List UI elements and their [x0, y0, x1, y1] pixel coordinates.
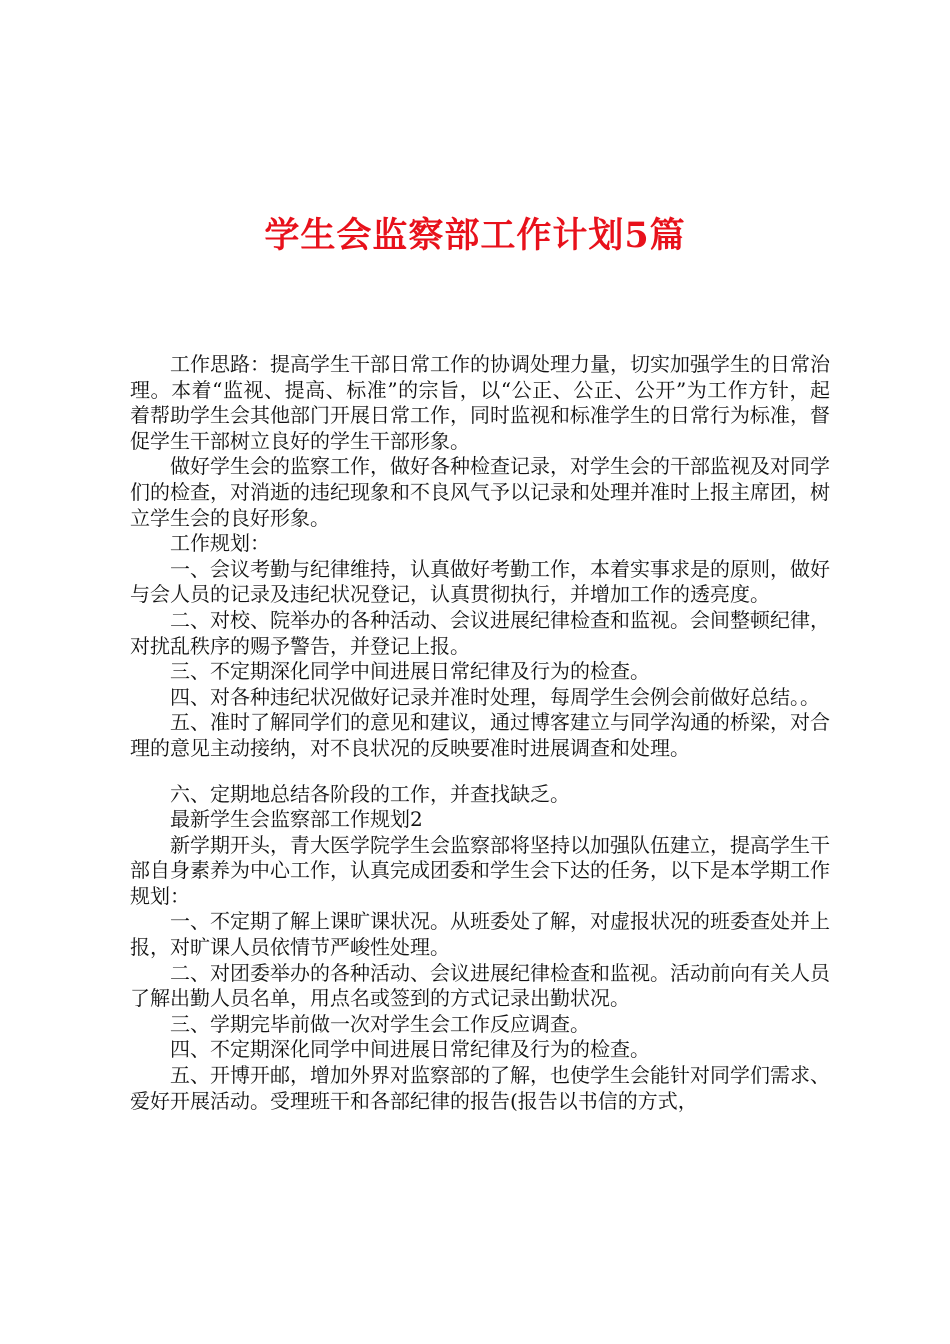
paragraph-plan-item-6: 六、定期地总结各阶段的工作，并查找缺乏。 [170, 781, 570, 806]
document-title: 学生会监察部工作计划5篇 [264, 215, 686, 256]
document-body [130, 352, 830, 1114]
paragraph-plan2-item-1: 一、不定期了解上课旷课状况。从班委处了解，对虚报状况的班委查处并上报，对旷课人员依情节严峻性处理。 [130, 909, 830, 960]
paragraph-plan-item-4: 四、对各种违纪状况做好记录并准时处理，每周学生会例会前做好总结。。 [170, 684, 820, 709]
paragraph-plan2-intro: 新学期开头，青大医学院学生会监察部将坚持以加强队伍建立，提高学生干部自身素养为中心工作，认真完成团委和学生会下达的任务，以下是本学期工作规划： [130, 832, 830, 908]
paragraph-plan-item-5: 五、准时了解同学们的意见和建议，通过博客建立与同学沟通的桥梁，对合理的意见主动接纳，对不良状况的反映要准时进展调查和处理。 [130, 710, 830, 760]
paragraph-plan2-item-2: 二、对团委举办的各种活动、会议进展纪律检查和监视。活动前向有关人员了解出勤人员名单，用点名或签到的方式记录出勤状况。 [130, 960, 830, 1011]
paragraph-plan2-item-4: 四、不定期深化同学中间进展日常纪律及行为的检查。 [170, 1037, 650, 1062]
paragraph-plan-item-2: 二、对校、院举办的各种活动、会议进展纪律检查和监视。会间整顿纪律，对扰乱秩序的赐予警告，并登记上报。 [130, 607, 830, 658]
paragraph-plan2-item-5: 五、开博开邮，增加外界对监察部的了解，也使学生会能针对同学们需求、爱好开展活动。受理班干和各部纪律的报告(报告以书信的方式， [130, 1063, 830, 1113]
paragraph-plan-item-1: 一、会议考勤与纪律维持，认真做好考勤工作，本着实事求是的原则，做好与会人员的记录及违纪状况登记，认真贯彻执行，并增加工作的透亮度。 [130, 556, 830, 607]
paragraph-plan2-item-3: 三、学期完毕前做一次对学生会工作反应调查。 [170, 1011, 590, 1036]
section-heading-plan-2: 最新学生会监察部工作规划2 [170, 807, 423, 832]
paragraph-plan-item-3: 三、不定期深化同学中间进展日常纪律及行为的检查。 [170, 659, 650, 684]
paragraph-work-idea: 工作思路：提高学生干部日常工作的协调处理力量，切实加强学生的日常治理。本着“监视、提高、标准”的宗旨，以“公正、公正、公开”为工作方针，起着帮助学生会其他部门开展日常工作，同时监视和标准学生的日常行为标准，督促学生干部树立良好的学生干部形象。 [130, 352, 830, 453]
paragraph-work-plan-heading: 工作规划： [170, 531, 270, 556]
paragraph-supervision-duty: 做好学生会的监察工作，做好各种检查记录，对学生会的干部监视及对同学们的检查，对消逝的违纪现象和不良风气予以记录和处理并准时上报主席团，树立学生会的良好形象。 [130, 454, 830, 530]
